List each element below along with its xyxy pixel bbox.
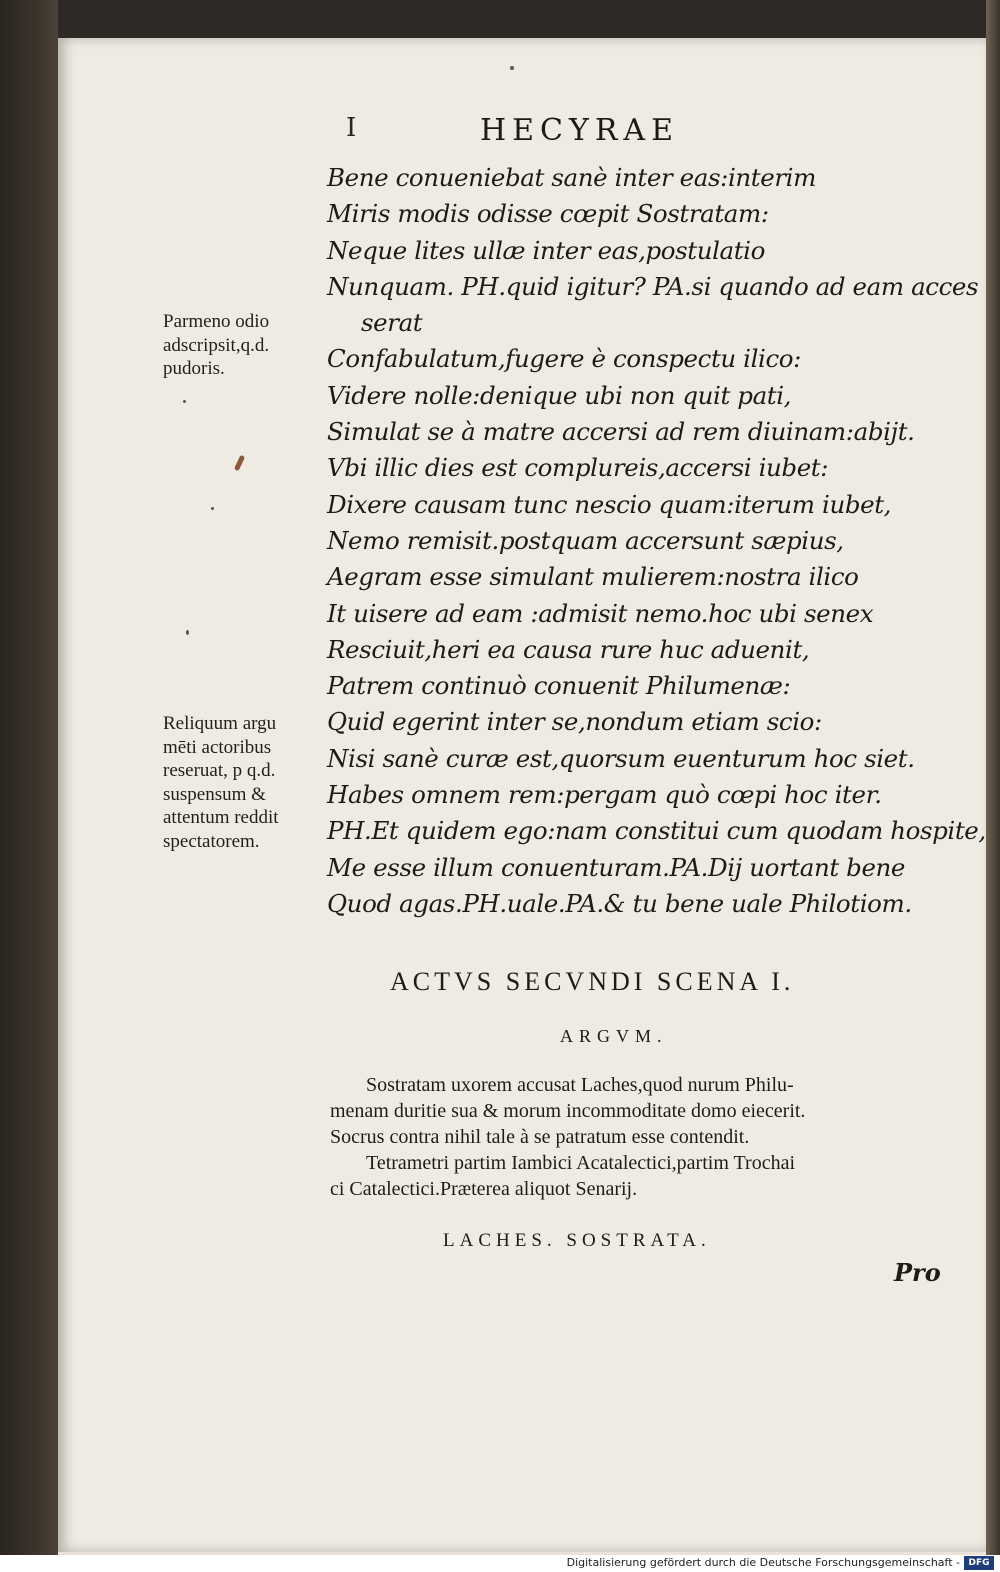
verse-line: serat <box>361 308 423 338</box>
dfg-logo: DFG <box>964 1556 994 1570</box>
margin-note-line: suspensum & <box>163 783 266 805</box>
verse-line: Bene conueniebat sanè inter eas:interim <box>327 163 816 192</box>
verse-line: Videre nolle:denique ubi non quit pati, <box>327 380 792 410</box>
verse-block <box>327 160 986 922</box>
act-heading: ACTVS SECVNDI SCENA I. <box>390 967 795 996</box>
margin-note-line: reseruat, p q.d. <box>163 760 276 781</box>
footer-credit: Digitalisierung gefördert durch die Deutsche Forschungsgemeinschaft - <box>566 1556 960 1569</box>
book-binding-edge <box>0 0 58 1555</box>
scan-background-top <box>0 0 1000 40</box>
ink-speck <box>183 400 186 403</box>
argument-line: Sostratam uxorem accusat Laches,quod nurum Philu- <box>366 1074 794 1096</box>
argument-line: ci Catalectici.Præterea aliquot Senarij. <box>330 1178 638 1200</box>
verse-line: Dixere causam tunc nescio quam:iterum iubet, <box>327 489 892 519</box>
verse-line: Confabulatum,fugere è conspectu ilico: <box>327 344 801 374</box>
verse-line: Nunquam. PH.quid igitur? PA.si quando ad eam acces <box>327 271 979 301</box>
argument-heading: ARGVM. <box>560 1026 668 1046</box>
dramatis-personae: LACHES. SOSTRATA. <box>443 1230 711 1251</box>
argument-line: menam duritie sua & morum incommoditate domo eiecerit. <box>330 1100 806 1122</box>
ink-speck <box>211 507 214 510</box>
scan-background-right <box>986 0 1000 1555</box>
verse-line: Patrem continuò conuenit Philumenæ: <box>327 671 791 701</box>
verse-line: Quod agas.PH.uale.PA.& tu bene uale Philotiom. <box>327 888 912 918</box>
margin-note-line: spectatorem. <box>163 830 260 852</box>
verse-line: Habes omnem rem:pergam quò cœpi hoc iter. <box>327 780 882 810</box>
digitization-footer <box>0 1555 1000 1572</box>
margin-note-line: adscripsit,q.d. <box>163 334 270 356</box>
verse-line: Vbi illic dies est complureis,accersi iubet: <box>327 453 829 483</box>
margin-note-line: Reliquum argu <box>163 713 277 734</box>
verse-line: Me esse illum conuenturam.PA.Dij uortant bene <box>327 852 906 882</box>
verse-line: PH.Et quidem ego:nam constitui cum quodam hospite, <box>327 816 986 846</box>
verse-line: Aegram esse simulant mulierem:nostra ilico <box>327 562 859 592</box>
ink-speck <box>186 630 189 635</box>
verse-line: Neque lites ullæ inter eas,postulatio <box>327 235 765 265</box>
margin-note-line: Parmeno odio <box>163 311 270 332</box>
verse-line: Quid egerint inter se,nondum etiam scio: <box>327 707 822 737</box>
margin-note-line: attentum reddit <box>163 807 279 828</box>
ink-speck <box>510 66 514 70</box>
running-title: HECYRAE <box>480 113 679 148</box>
verse-line: Resciuit,heri ea causa rure huc aduenit, <box>327 634 810 664</box>
argument-line: Socrus contra nihil tale à se patratum esse contendit. <box>330 1126 750 1148</box>
argument-text <box>330 1072 945 1202</box>
verse-line: Nisi sanè curæ est,quorsum euenturum hoc siet. <box>327 743 915 773</box>
margin-note-reliquum <box>163 712 333 853</box>
verse-line: Simulat se à matre accersi ad rem diuinam:abijt. <box>327 417 915 447</box>
verse-line: Miris modis odisse cœpit Sostratam: <box>327 199 769 229</box>
verse-line: Nemo remisit.postquam accersunt sæpius, <box>327 525 844 555</box>
margin-note-parmeno <box>163 310 333 381</box>
folio-number: I <box>346 113 357 143</box>
verse-line: It uisere ad eam :admisit nemo.hoc ubi senex <box>327 598 874 628</box>
margin-note-line: mēti actoribus <box>163 736 272 758</box>
margin-note-line: pudoris. <box>163 358 225 379</box>
catchword: Pro <box>894 1258 941 1287</box>
argument-line: Tetrametri partim Iambici Acatalectici,partim Trochai <box>366 1152 796 1174</box>
